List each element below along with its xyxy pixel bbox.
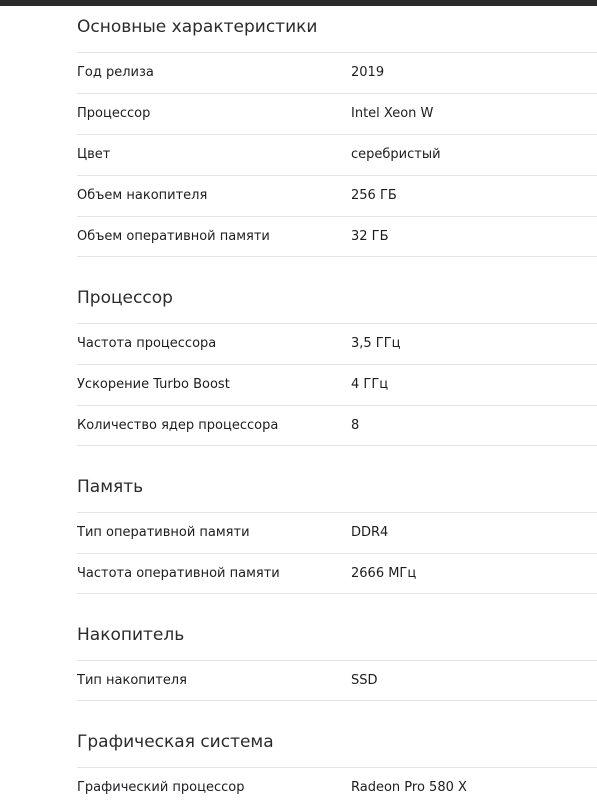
- section-title-storage: Накопитель: [77, 625, 185, 645]
- spec-row-storage-type: [77, 660, 597, 701]
- spec-row-storage: [77, 175, 597, 216]
- spec-label: Ускорение Turbo Boost: [77, 377, 230, 392]
- spec-row-ram-type: [77, 512, 597, 553]
- spec-label: Графический процессор: [77, 780, 245, 795]
- spec-row-release-year: [77, 52, 597, 93]
- spec-value: 4 ГГц: [351, 377, 389, 392]
- spec-label: Год релиза: [77, 65, 154, 80]
- spec-label: Тип накопителя: [77, 673, 187, 688]
- spec-row-color: [77, 134, 597, 175]
- spec-value: 3,5 ГГц: [351, 336, 401, 351]
- spec-label: Частота процессора: [77, 336, 217, 351]
- section-title-memory: Память: [77, 477, 144, 497]
- spec-value: 2666 МГц: [351, 566, 417, 581]
- spec-value: Radeon Pro 580 X: [351, 780, 467, 795]
- spec-label: Частота оперативной памяти: [77, 566, 280, 581]
- spec-value: DDR4: [351, 525, 389, 540]
- spec-label: Объем накопителя: [77, 188, 208, 203]
- spec-row-processor: [77, 93, 597, 134]
- spec-label: Тип оперативной памяти: [77, 525, 250, 540]
- spec-label: Процессор: [77, 106, 151, 121]
- spec-row-turbo-boost: [77, 364, 597, 405]
- section-title-main: Основные характеристики: [77, 17, 318, 37]
- spec-label: Цвет: [77, 147, 111, 162]
- spec-value: 2019: [351, 65, 385, 80]
- spec-row-ram-frequency: [77, 553, 597, 594]
- spec-value: 8: [351, 418, 360, 433]
- spec-value: 256 ГБ: [351, 188, 397, 203]
- spec-value: Intel Xeon W: [351, 106, 434, 121]
- spec-value: SSD: [351, 673, 378, 688]
- spec-label: Количество ядер процессора: [77, 418, 279, 433]
- section-title-graphics: Графическая система: [77, 732, 274, 752]
- spec-row-cpu-frequency: [77, 323, 597, 364]
- spec-label: Объем оперативной памяти: [77, 229, 270, 244]
- section-title-processor: Процессор: [77, 288, 173, 308]
- spec-row-cpu-cores: [77, 405, 597, 446]
- top-bar: [0, 0, 597, 6]
- spec-value: серебристый: [351, 147, 441, 162]
- spec-row-ram: [77, 216, 597, 257]
- spec-value: 32 ГБ: [351, 229, 389, 244]
